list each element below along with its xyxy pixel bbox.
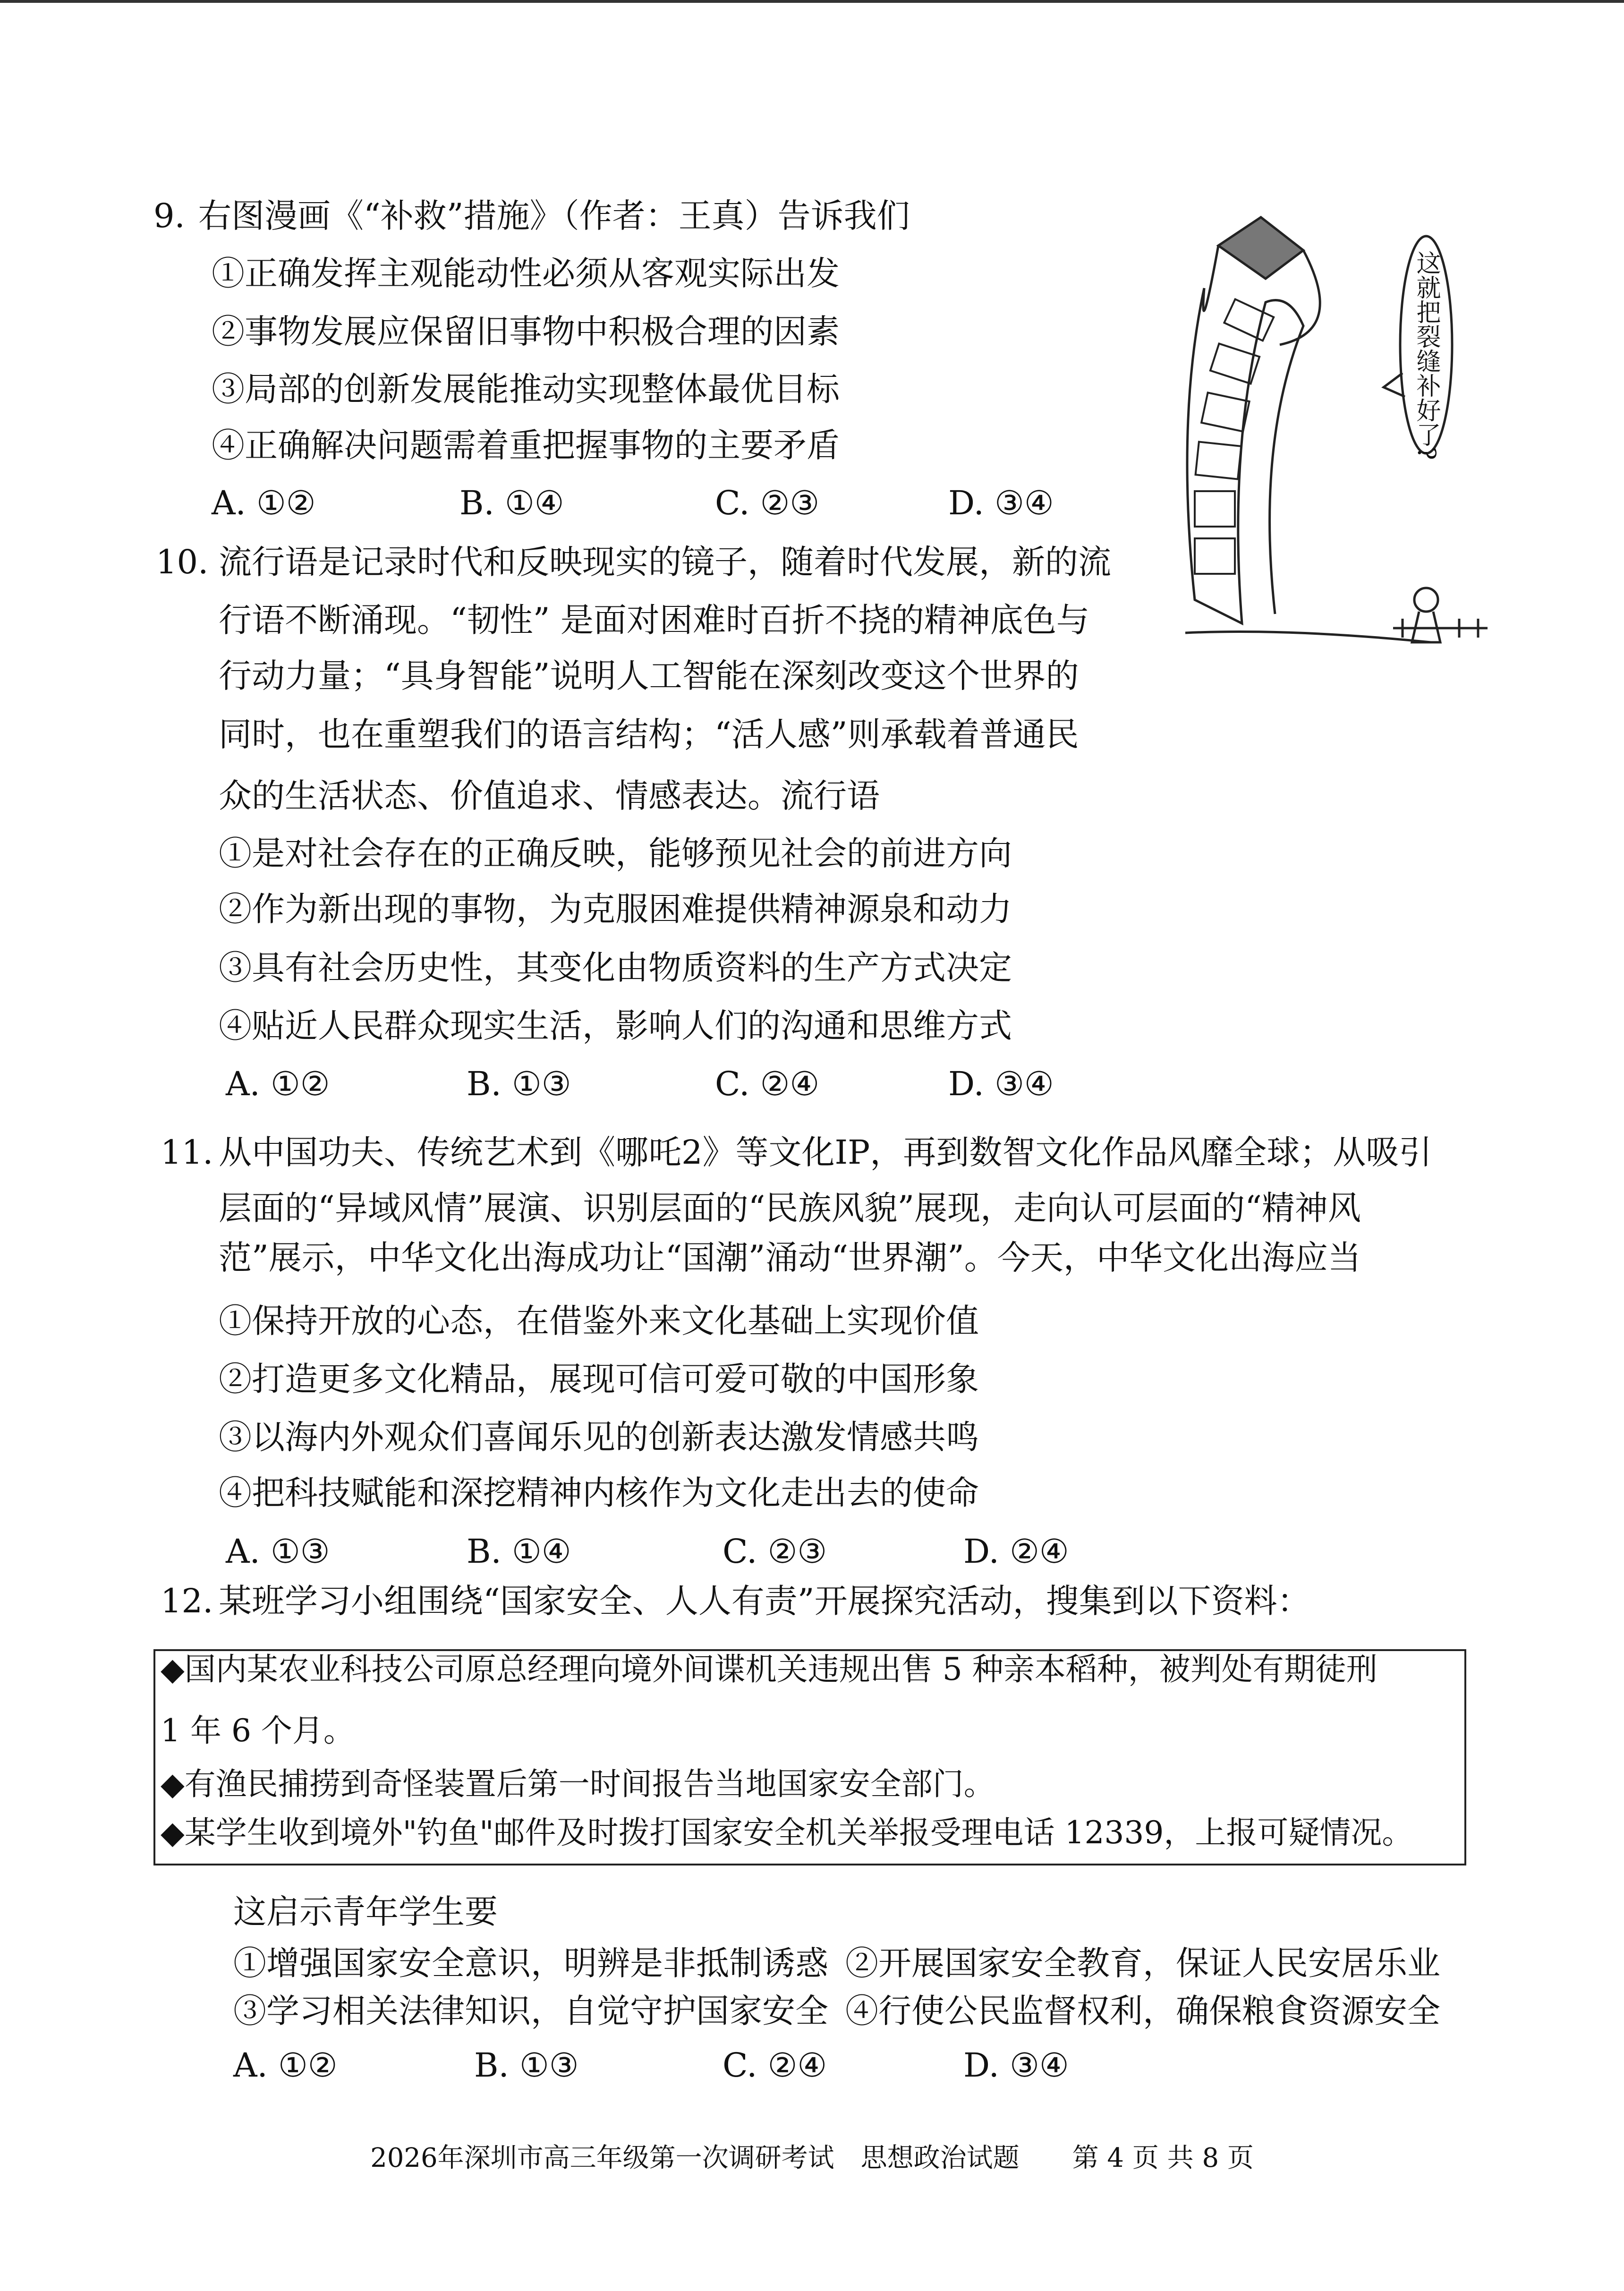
question-stem: 行动力量；“具身智能”说明人工智能在深刻改变这个世界的 xyxy=(219,656,1079,695)
statement: ①是对社会存在的正确反映，能够预见社会的前进方向 xyxy=(219,834,1012,873)
question-stem: 右图漫画《“补救”措施》（作者：王真）告诉我们 xyxy=(198,196,910,235)
option-c: C. ②③ xyxy=(715,484,820,522)
statement: ②打造更多文化精品，展现可信可爱可敬的中国形象 xyxy=(219,1360,979,1398)
material-line: ◆国内某农业科技公司原总经理向境外间谍机关违规出售 5 种亲本稻种，被判处有期徒刑 xyxy=(161,1651,1377,1687)
material-line: 1 年 6 个月。 xyxy=(161,1712,355,1749)
material-line: ◆某学生收到境外"钓鱼"邮件及时拨打国家安全机关举报受理电话 12339，上报可疑情况。 xyxy=(161,1814,1413,1851)
question-prompt: 这启示青年学生要 xyxy=(233,1892,498,1931)
question-stem: 众的生活状态、价值追求、情感表达。流行语 xyxy=(219,776,880,815)
cartoon-illustration xyxy=(1148,208,1506,661)
option-b: B. ①④ xyxy=(467,1532,571,1571)
statement: ①保持开放的心态，在借鉴外来文化基础上实现价值 xyxy=(219,1302,979,1340)
option-a: A. ①② xyxy=(212,484,316,522)
statement: ②事物发展应保留旧事物中积极合理的因素 xyxy=(212,312,840,351)
question-number: 11. xyxy=(161,1133,213,1172)
question-stem: 流行语是记录时代和反映现实的镜子，随着时代发展，新的流 xyxy=(219,543,1111,581)
option-d: D. ③④ xyxy=(948,1065,1054,1103)
question-stem: 从中国功夫、传统艺术到《哪吒2》等文化IP，再到数智文化作品风靡全球；从吸引 xyxy=(219,1133,1432,1172)
option-c: C. ②④ xyxy=(715,1065,820,1103)
scan-edge xyxy=(0,0,1624,3)
speech-bubble-text: 这就把裂缝补好了? xyxy=(1412,250,1440,460)
statement: ③学习相关法律知识，自觉守护国家安全 xyxy=(233,1992,828,2030)
option-a: A. ①③ xyxy=(226,1532,330,1571)
statement: ①正确发挥主观能动性必须从客观实际出发 xyxy=(212,254,840,293)
question-stem: 范”展示，中华文化出海成功让“国潮”涌动“世界潮”。今天，中华文化出海应当 xyxy=(219,1238,1361,1277)
statement: ④把科技赋能和深挖精神内核作为文化走出去的使命 xyxy=(219,1473,979,1512)
option-c: C. ②③ xyxy=(723,1532,827,1571)
question-number: 10. xyxy=(156,543,209,581)
option-d: D. ③④ xyxy=(948,484,1054,522)
option-a: A. ①② xyxy=(226,1065,330,1103)
statement: ④贴近人民群众现实生活，影响人们的沟通和思维方式 xyxy=(219,1006,1012,1045)
statement: ②作为新出现的事物，为克服困难提供精神源泉和动力 xyxy=(219,890,1012,928)
option-c: C. ②④ xyxy=(723,2046,827,2085)
statement: ③具有社会历史性，其变化由物质资料的生产方式决定 xyxy=(219,948,1012,987)
option-d: D. ③④ xyxy=(963,2046,1069,2085)
page-footer: 2026年深圳市高三年级第一次调研考试 思想政治试题 第 4 页 共 8 页 xyxy=(370,2143,1254,2173)
question-stem: 同时，也在重塑我们的语言结构；“活人感”则承载着普通民 xyxy=(219,715,1079,754)
statement: ②开展国家安全教育，保证人民安居乐业 xyxy=(845,1944,1440,1983)
statement: ④行使公民监督权利，确保粮食资源安全 xyxy=(845,1992,1440,2030)
option-b: B. ①③ xyxy=(474,2046,579,2085)
option-b: B. ①③ xyxy=(467,1065,571,1103)
statement: ③以海内外观众们喜闻乐见的创新表达激发情感共鸣 xyxy=(219,1418,979,1456)
question-stem: 某班学习小组围绕“国家安全、人人有责”开展探究活动，搜集到以下资料： xyxy=(219,1582,1310,1620)
statement: ④正确解决问题需着重把握事物的主要矛盾 xyxy=(212,426,840,465)
question-stem: 行语不断涌现。“韧性” 是面对困难时百折不挠的精神底色与 xyxy=(219,601,1089,639)
question-stem: 层面的“异域风情”展演、识别层面的“民族风貌”展现，走向认可层面的“精神风 xyxy=(219,1189,1361,1227)
bent-building-icon xyxy=(1148,208,1506,661)
question-number: 9. xyxy=(153,196,185,235)
option-b: B. ①④ xyxy=(459,484,564,522)
material-line: ◆有渔民捕捞到奇怪装置后第一时间报告当地国家安全部门。 xyxy=(161,1766,995,1802)
statement: ③局部的创新发展能推动实现整体最优目标 xyxy=(212,370,840,409)
option-a: A. ①② xyxy=(233,2046,338,2085)
question-number: 12. xyxy=(161,1582,213,1620)
option-d: D. ②④ xyxy=(963,1532,1069,1571)
statement: ①增强国家安全意识，明辨是非抵制诱惑 xyxy=(233,1944,828,1983)
